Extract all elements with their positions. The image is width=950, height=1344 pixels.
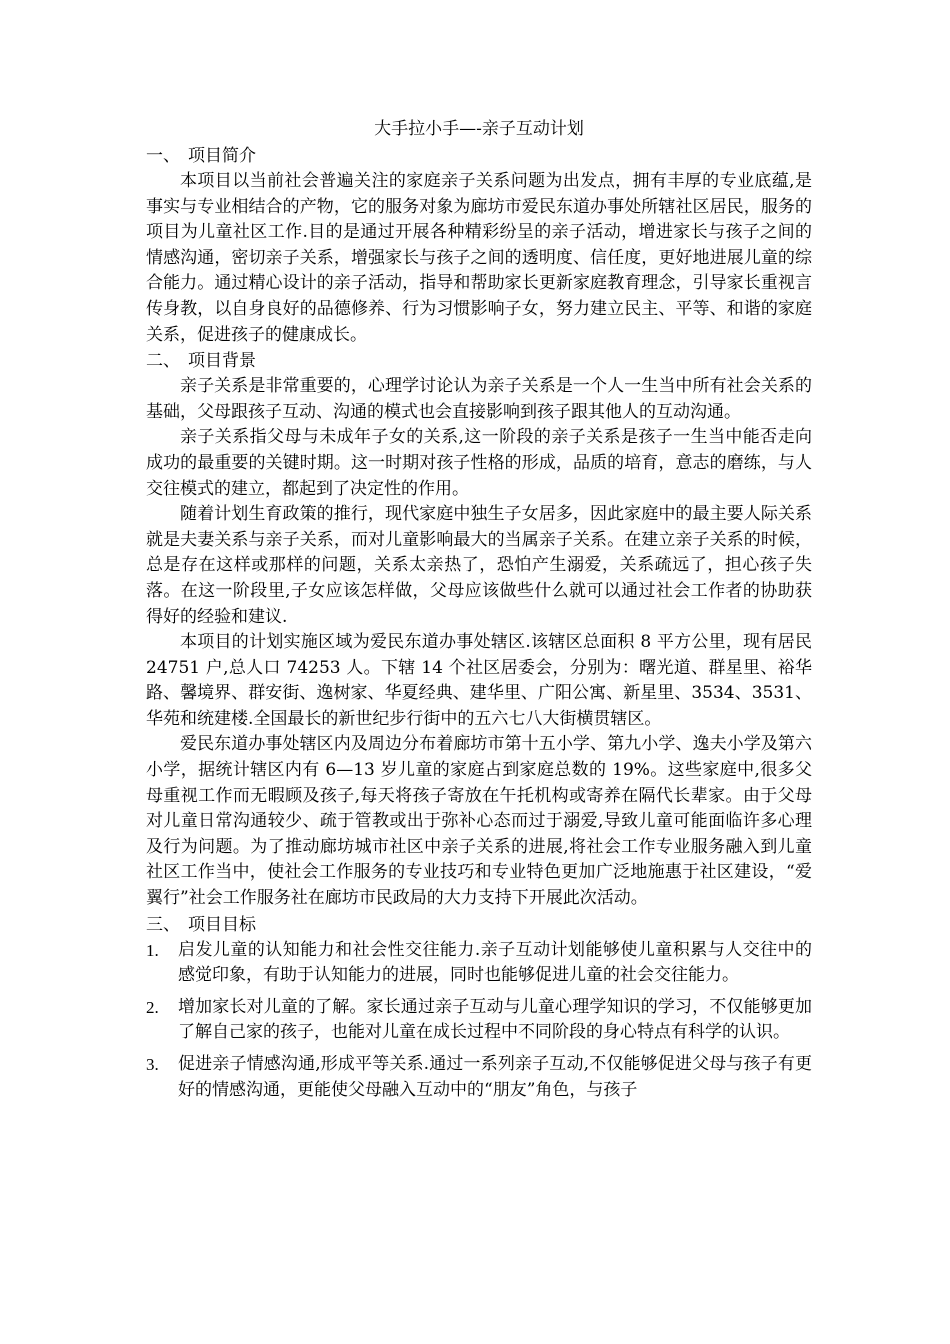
goal-text: 促进亲子情感沟通,形成平等关系.通过一系列亲子互动,不仅能够促进父母与孩子有更好的情感沟通，更能使父母融入互动中的“朋友”角色，与孩子 [178,1054,812,1100]
paragraph: 本项目的计划实施区域为爱民东道办事处辖区.该辖区总面积 8 平方公里，现有居民 24751 户,总人口 74253 人。下辖 14 个社区居委会，分别为：曙光道、群星里、裕华路、馨境界、群安街、逸树家、华夏经典、建华里、广阳公寓、新星里、3534、3531、华苑和统建楼.全国最长的新世纪步行街中的五六七八大街横贯辖区。 [146,632,812,729]
paragraph: 亲子关系指父母与未成年子女的关系,这一阶段的亲子关系是孩子一生当中能否走向成功的最重要的关键时期。这一时期对孩子性格的形成，品质的培育，意志的磨练，与人交往模式的建立，都起到了决定性的作用。 [146,427,812,499]
document-title: 大手拉小手—-亲子互动计划 [374,119,584,139]
goal-text: 启发儿童的认知能力和社会性交往能力.亲子互动计划能够使儿童积累与人交往中的感觉印象，有助于认知能力的进展，同时也能够促进儿童的社会交往能力。 [178,939,812,986]
section-number: 二、 [146,351,180,372]
goal-list [146,938,812,1104]
paragraph: 随着计划生育政策的推行，现代家庭中独生子女居多，因此家庭中的最主要人际关系就是夫妻关系与亲子关系，而对儿童影响最大的当属亲子关系。在建立亲子关系的时候，总是存在这样或那样的问题，关系太亲热了，恐怕产生溺爱，关系疏远了，担心孩子失落。在这一阶段里,子女应该怎样做，父母应该做些什么就可以通过社会工作者的协助获得好的经验和建议. [146,504,812,627]
section-title: 项目背景 [188,351,256,372]
list-marker: 1. [146,940,159,960]
paragraph: 爱民东道办事处辖区内及周边分布着廊坊市第十五小学、第九小学、逸夫小学及第六小学，据统计辖区内有 6—13 岁儿童的家庭占到家庭总数的 19%。这些家庭中,很多父母重视工作而无暇顾及孩子,每天将孩子寄放在午托机构或寄养在隔代长辈家。由于父母对儿童日常沟通较少、疏于管教或出于弥补心态而过于溺爱,导致儿童可能面临许多心理及行为问题。为了推动廊坊城市社区中亲子关系的进展,将社会工作专业服务融入到儿童社区工作当中，使社会工作服务的专业技巧和专业特色更加广泛地施惠于社区建设，“爱翼行”社会工作服务社在廊坊市民政局的大力支持下开展此次活动。 [146,734,812,909]
document-body [146,115,812,1109]
goal-item [146,938,812,989]
section-heading-intro [146,143,812,169]
section-title: 项目简介 [188,146,256,166]
section-number: 一、 [146,146,180,166]
list-marker: 3. [146,1055,159,1074]
goal-item [146,1052,812,1103]
goal-text: 增加家长对儿童的了解。家长通过亲子互动与儿童心理学知识的学习，不仅能够更加了解自己家的孩子，也能对儿童在成长过程中不同阶段的身心特点有科学的认识。 [178,996,812,1043]
goal-item [146,995,812,1046]
paragraph: 亲子关系是非常重要的，心理学讨论认为亲子关系是一个人一生当中所有社会关系的基础，父母跟孩子互动、沟通的模式也会直接影响到孩子跟其他人的互动沟通。 [146,376,812,422]
section-number: 三、 [146,914,180,935]
section-heading-background [146,348,812,374]
section-heading-goals [146,912,812,938]
section-title: 项目目标 [188,914,256,935]
list-marker: 2. [146,997,159,1017]
paragraph: 本项目以当前社会普遍关注的家庭亲子关系问题为出发点，拥有丰厚的专业底蕴,是事实与专业相结合的产物，它的服务对象为廊坊市爱民东道办事处所辖社区居民，服务的项目为儿童社区工作.目的是通过开展各种精彩纷呈的亲子活动，增进家长与孩子之间的情感沟通，密切亲子关系，增强家长与孩子之间的透明度、信任度，更好地进展儿童的综合能力。通过精心设计的亲子活动，指导和帮助家长更新家庭教育理念，引导家长重视言传身教，以自身良好的品德修养、行为习惯影响子女，努力建立民主、平等、和谐的家庭关系，促进孩子的健康成长。 [146,171,812,345]
